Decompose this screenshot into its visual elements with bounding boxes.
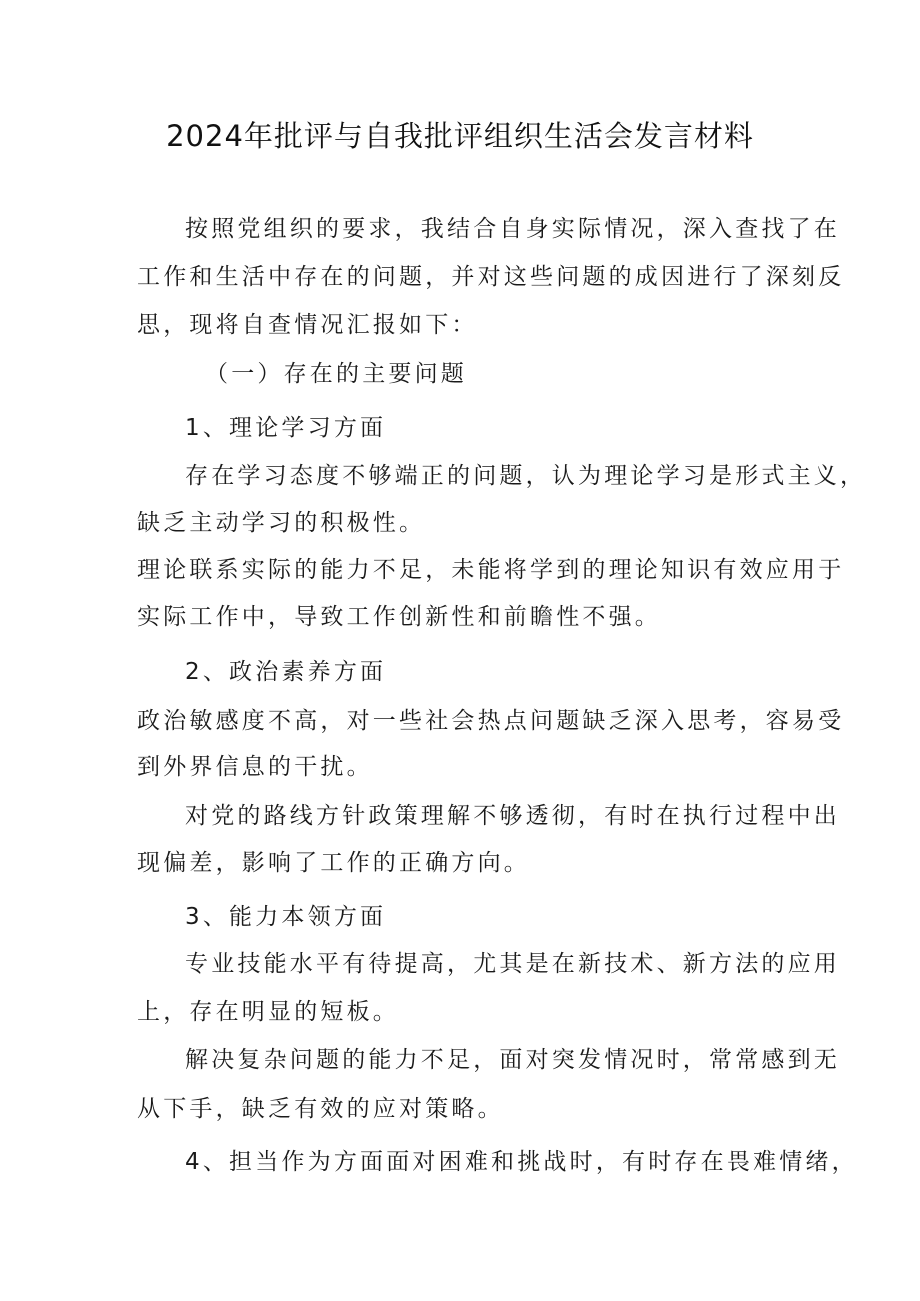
- paragraph-line: 上，存在明显的短板。: [137, 999, 399, 1025]
- subsection-heading: 4、担当作为方面面对困难和挑战时，有时存在畏难情绪，: [185, 1149, 858, 1175]
- paragraph-line: 按照党组织的要求，我结合自身实际情况，深入查找了在: [185, 216, 840, 242]
- subsection-heading: 2、政治素养方面: [185, 659, 387, 685]
- paragraph-line: 专业技能水平有待提高，尤其是在新技术、新方法的应用: [185, 951, 840, 977]
- section-heading: （一）存在的主要问题: [205, 361, 467, 387]
- paragraph-line: 理论联系实际的能力不足，未能将学到的理论知识有效应用于: [137, 557, 845, 583]
- paragraph-line: 到外界信息的干扰。: [137, 754, 373, 780]
- paragraph-line: 解决复杂问题的能力不足，面对突发情况时，常常感到无: [185, 1047, 840, 1073]
- paragraph-line: 从下手，缺乏有效的应对策略。: [137, 1096, 504, 1122]
- paragraph-line: 实际工作中，导致工作创新性和前瞻性不强。: [137, 604, 661, 630]
- paragraph-line: 工作和生活中存在的问题，并对这些问题的成因进行了深刻反: [137, 264, 845, 290]
- subsection-heading: 1、理论学习方面: [185, 415, 387, 441]
- paragraph-line: 现偏差，影响了工作的正确方向。: [137, 850, 530, 876]
- subsection-heading: 3、能力本领方面: [185, 904, 387, 930]
- paragraph-line: 缺乏主动学习的积极性。: [137, 510, 426, 536]
- paragraph-line: 存在学习态度不够端正的问题，认为理论学习是形式主义，: [185, 463, 867, 489]
- paragraph-line: 政治敏感度不高，对一些社会热点问题缺乏深入思考，容易受: [137, 708, 845, 734]
- paragraph-line: 对党的路线方针政策理解不够透彻，有时在执行过程中出: [185, 803, 840, 829]
- paragraph-line: 思，现将自查情况汇报如下：: [137, 312, 478, 338]
- document-title: 2024年批评与自我批评组织生活会发言材料: [166, 119, 754, 153]
